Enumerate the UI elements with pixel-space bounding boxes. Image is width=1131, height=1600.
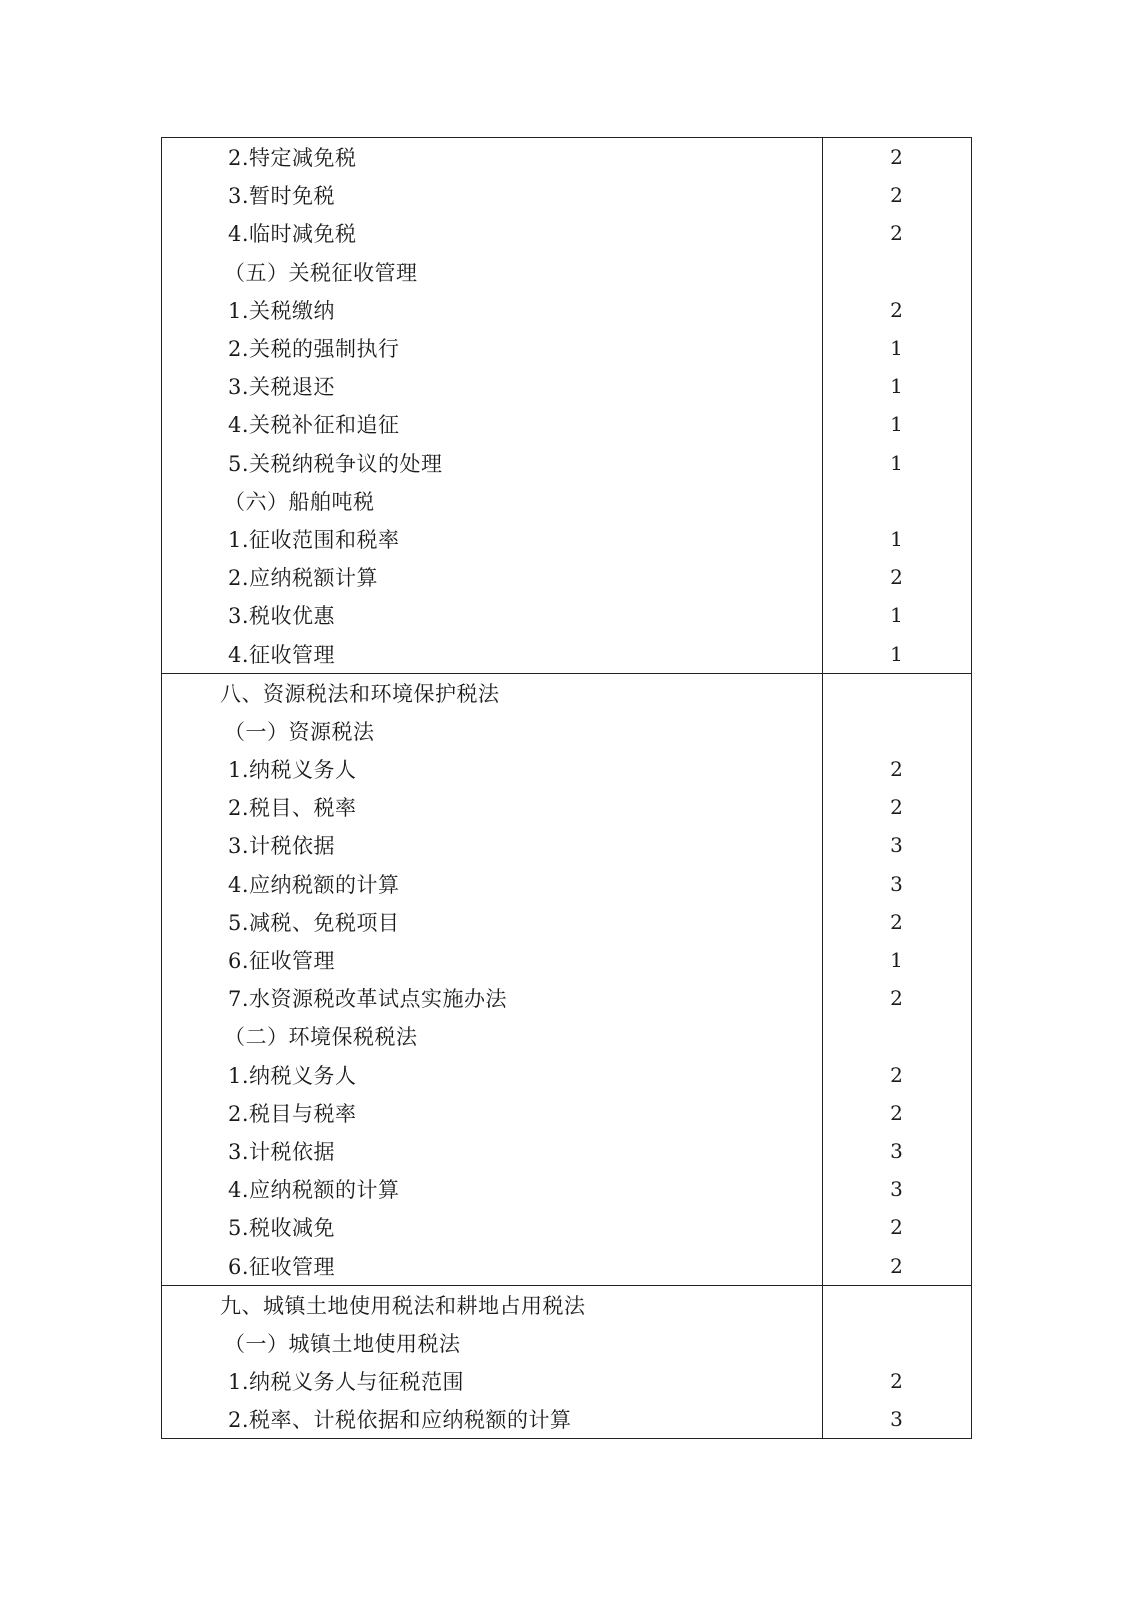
row-label: 2.税率、计税依据和应纳税额的计算 (228, 1408, 572, 1433)
table-row (162, 865, 971, 903)
row-label: 九、城镇土地使用税法和耕地占用税法 (220, 1293, 586, 1318)
row-label: 6.征收管理 (228, 949, 336, 974)
row-hours: 3 (890, 871, 903, 896)
table-row (162, 788, 971, 826)
row-label: 1.关税缴纳 (228, 298, 336, 323)
table-row (162, 1132, 971, 1170)
table-row (162, 750, 971, 788)
row-hours: 2 (890, 1062, 903, 1087)
table-row (162, 558, 971, 596)
row-label: 4.应纳税额的计算 (228, 1178, 400, 1203)
table-row (162, 482, 971, 520)
table-row (162, 1246, 971, 1284)
table-row (162, 1208, 971, 1246)
row-hours: 2 (890, 1253, 903, 1278)
row-label: （二）环境保税税法 (224, 1025, 418, 1050)
row-label: （六）船舶吨税 (224, 489, 375, 514)
row-label: （一）城镇土地使用税法 (224, 1331, 461, 1356)
row-hours: 2 (890, 795, 903, 820)
table-row (162, 1362, 971, 1400)
table-row (162, 329, 971, 367)
table-row (162, 520, 971, 558)
row-hours: 2 (890, 1215, 903, 1240)
table-row (162, 1017, 971, 1055)
table-row (162, 291, 971, 329)
row-label: 7.水资源税改革试点实施办法 (228, 987, 508, 1012)
row-hours: 2 (890, 909, 903, 934)
row-hours: 2 (890, 565, 903, 590)
table-row (162, 1324, 971, 1362)
row-hours: 3 (890, 1138, 903, 1163)
row-label: 2.税目、税率 (228, 796, 357, 821)
row-hours: 1 (890, 374, 903, 399)
table-row (162, 214, 971, 252)
row-hours: 2 (890, 183, 903, 208)
table-row (162, 712, 971, 750)
table-row (162, 253, 971, 291)
row-label: 2.特定减免税 (228, 146, 357, 171)
table-row (162, 941, 971, 979)
table-row (162, 979, 971, 1017)
row-label: 八、资源税法和环境保护税法 (220, 681, 500, 706)
row-label: 1.纳税义务人 (228, 1063, 357, 1088)
row-hours: 1 (890, 336, 903, 361)
table-section (162, 138, 971, 673)
row-label: 3.计税依据 (228, 1139, 336, 1164)
row-hours: 3 (890, 1407, 903, 1432)
row-label: 5.关税纳税争议的处理 (228, 451, 443, 476)
row-label: 6.征收管理 (228, 1254, 336, 1279)
row-hours: 2 (890, 986, 903, 1011)
row-hours: 2 (890, 757, 903, 782)
row-hours: 1 (890, 641, 903, 666)
row-hours: 1 (890, 603, 903, 628)
row-hours: 2 (890, 1100, 903, 1125)
table-row (162, 1170, 971, 1208)
table-section (162, 1285, 971, 1439)
row-label: 2.关税的强制执行 (228, 337, 400, 362)
table-row (162, 596, 971, 634)
table-row (162, 826, 971, 864)
table-row (162, 176, 971, 214)
row-hours: 1 (890, 450, 903, 475)
row-label: 2.税目与税率 (228, 1101, 357, 1126)
row-hours: 2 (890, 1369, 903, 1394)
row-label: 4.应纳税额的计算 (228, 872, 400, 897)
row-label: 1.纳税义务人与征税范围 (228, 1370, 465, 1395)
table-row (162, 405, 971, 443)
table-row (162, 138, 971, 176)
table-section (162, 673, 971, 1285)
table-row (162, 1400, 971, 1438)
row-label: 1.征收范围和税率 (228, 527, 400, 552)
row-label: 3.计税依据 (228, 834, 336, 859)
row-label: 3.税收优惠 (228, 604, 336, 629)
table-row (162, 367, 971, 405)
row-label: 4.关税补征和追征 (228, 413, 400, 438)
row-label: 4.临时减免税 (228, 222, 357, 247)
table-row (162, 903, 971, 941)
table-row (162, 1094, 971, 1132)
row-label: （一）资源税法 (224, 719, 375, 744)
row-label: 2.应纳税额计算 (228, 566, 379, 591)
row-label: 5.税收减免 (228, 1216, 336, 1241)
row-label: 3.暂时免税 (228, 184, 336, 209)
row-hours: 1 (890, 412, 903, 437)
table-row (162, 634, 971, 672)
syllabus-table (161, 137, 972, 1439)
row-label: 4.征收管理 (228, 642, 336, 667)
row-hours: 2 (890, 221, 903, 246)
table-row (162, 444, 971, 482)
row-hours: 3 (890, 1177, 903, 1202)
row-label: 5.减税、免税项目 (228, 910, 400, 935)
row-hours: 1 (890, 948, 903, 973)
row-label: （五）关税征收管理 (224, 260, 418, 285)
row-hours: 3 (890, 833, 903, 858)
table-row (162, 674, 971, 712)
row-label: 1.纳税义务人 (228, 758, 357, 783)
table-row (162, 1056, 971, 1094)
row-label: 3.关税退还 (228, 375, 336, 400)
row-hours: 2 (890, 297, 903, 322)
row-hours: 2 (890, 145, 903, 170)
row-hours: 1 (890, 526, 903, 551)
table-row (162, 1286, 971, 1324)
